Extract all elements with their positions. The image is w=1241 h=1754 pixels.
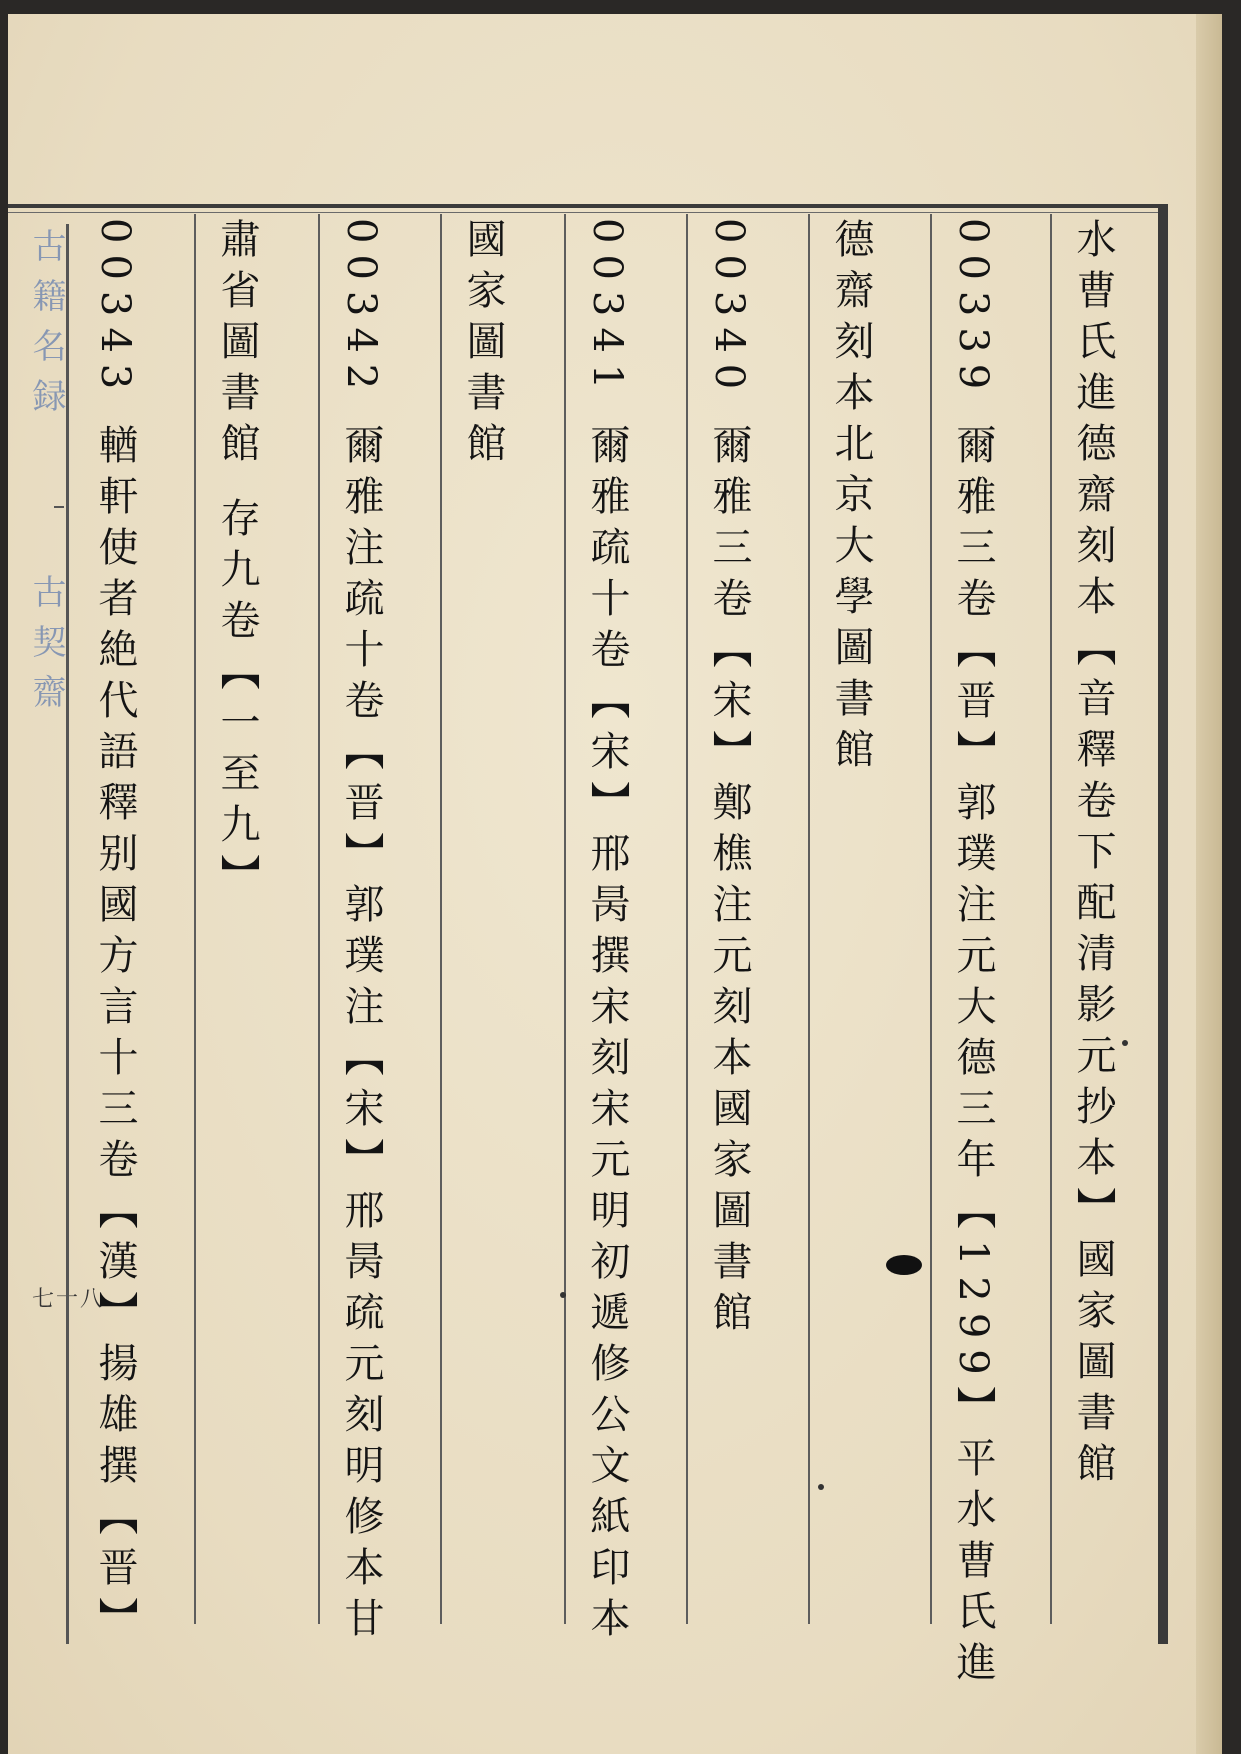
margin-book-title: 古籍名録 [26, 228, 66, 428]
ink-blot [886, 1255, 922, 1275]
ink-speck [818, 1484, 824, 1490]
ink-speck [1122, 1040, 1128, 1046]
page-number: 七十八 [32, 1287, 105, 1312]
text-column-1: 水曹氏進德齋刻本【音釋卷下配清影元抄本】國家圖書館 [1070, 218, 1116, 1493]
column-rule [808, 214, 810, 1624]
margin-publisher: 古契齋 [26, 574, 66, 724]
text-column-2: 00339 爾雅三卷【晋】郭璞注元大德三年【1299】平水曹氏進 [950, 218, 996, 1692]
text-column-4: 00340 爾雅三卷【宋】鄭樵注元刻本國家圖書館 [706, 218, 752, 1342]
column-rule [194, 214, 196, 1624]
column-rule [1050, 214, 1052, 1624]
text-column-8: 肅省圖書館 存九卷【一至九】 [214, 218, 260, 905]
ink-speck [560, 1292, 566, 1298]
frame-left-rule [66, 224, 69, 1644]
page-spine [1196, 14, 1222, 1754]
text-column-7: 00342 爾雅注疏十卷【晋】郭璞注【宋】邢昺疏元刻明修本甘 [338, 218, 384, 1648]
text-column-6: 國家圖書館 [460, 218, 506, 473]
column-rule [686, 214, 688, 1624]
frame-top-rule [8, 204, 1168, 208]
frame-right-rule [1158, 204, 1168, 1644]
text-frame [8, 204, 1168, 1692]
column-rule [564, 214, 566, 1624]
text-column-3: 德齋刻本北京大學圖書館 [828, 218, 874, 779]
column-rule [440, 214, 442, 1624]
book-page [8, 14, 1222, 1754]
text-column-5: 00341 爾雅疏十卷【宋】邢昺撰宋刻宋元明初遞修公文紙印本 [584, 218, 630, 1648]
frame-top-thin-rule [8, 212, 1168, 213]
column-rule [930, 214, 932, 1624]
text-column-9: 00343 輶軒使者絶代語釋别國方言十三卷【漢】揚雄撰【晋】 [92, 218, 138, 1648]
column-rule [318, 214, 320, 1624]
